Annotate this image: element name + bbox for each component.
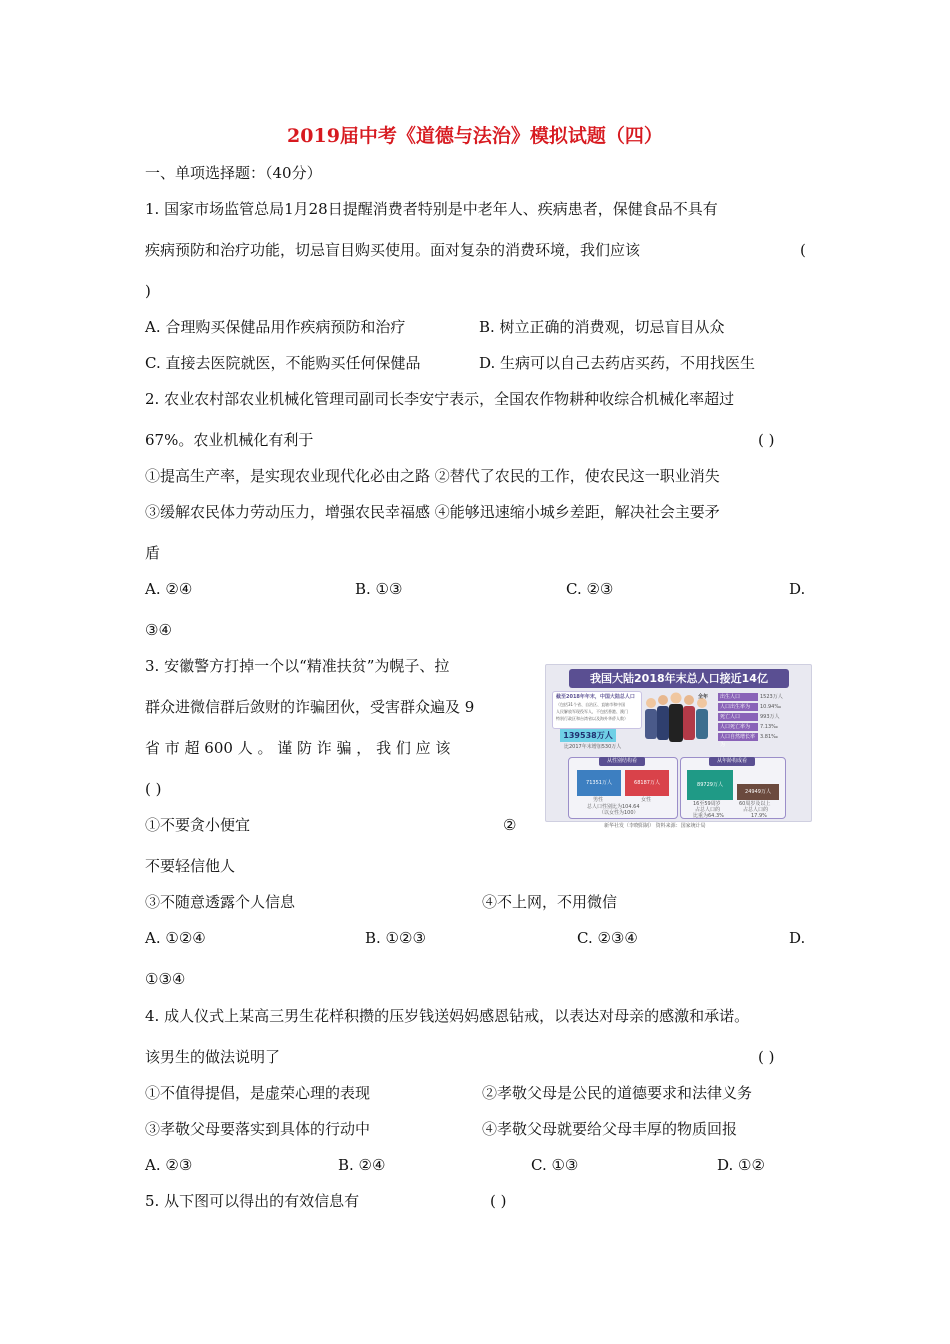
q1-answer-paren-close: ) <box>145 282 151 300</box>
q4-statement-1: ①不值得提倡，是虚荣心理的表现 <box>145 1084 371 1102</box>
row-val-growth-rate: 3.81‰ <box>760 734 778 740</box>
sex-ratio-note: （以女性为100） <box>599 810 639 816</box>
gender-structure-box <box>568 757 678 819</box>
row-tag-growth-rate: 人口自然增长率为 <box>718 733 758 741</box>
female-bar: 68187万人 <box>625 770 669 796</box>
q3-statement-4: ④不上网，不用微信 <box>482 893 618 911</box>
q3-option-b: B. ①②③ <box>365 929 426 947</box>
male-bar: 71351万人 <box>577 770 621 796</box>
age-60-plus-pct-1: 占总人口的 <box>743 807 769 813</box>
page-title: 2019届中考《道德与法治》模拟试题（四） <box>287 125 663 147</box>
q2-option-c: C. ②③ <box>566 580 614 598</box>
q2-stem-line1: 2. 农业农村部农业机械化管理司副司长李安宁表示，全国农作物耕种收综合机械化率超过 <box>145 390 735 408</box>
q2-answer-paren: ( ) <box>758 431 775 449</box>
row-val-deaths: 993万人 <box>760 714 780 720</box>
q4-stem-line1: 4. 成人仪式上某高三男生花样积攒的压岁钱送妈妈感恩钻戒，以表达对母亲的感激和承诺。 <box>145 1007 750 1025</box>
male-label: 男性 <box>593 797 604 803</box>
q2-stem-line2: 67%。农业机械化有利于 <box>145 431 314 449</box>
q2-statement-3-4: ③缓解农民体力劳动压力，增强农民幸福感 ④能够迅速缩小城乡差距，解决社会主要矛 <box>145 503 720 521</box>
q2-option-a: A. ②④ <box>145 580 193 598</box>
q2-statement-4-cont: 盾 <box>145 544 161 562</box>
intro-line-4: 特别行政区和台湾省以及海外华侨人数） <box>556 716 629 722</box>
age-60-plus-bar: 24949万人 <box>737 784 779 800</box>
gender-head: 从性别结构看 <box>599 757 645 766</box>
population-infographic <box>545 664 812 829</box>
q3-statement-2: 不要轻信他人 <box>145 857 236 875</box>
q3-option-d: D. <box>789 929 806 947</box>
q3-statement-3: ③不随意透露个人信息 <box>145 893 296 911</box>
q3-stem-line2: 群众进微信群后敛财的诈骗团伙，受害群众遍及 9 <box>145 698 475 716</box>
q3-option-c: C. ②③④ <box>577 929 638 947</box>
q3-statement-1: ①不要贪小便宜 <box>145 816 251 834</box>
sex-ratio: 总人口性别比为104.64 <box>587 804 640 810</box>
q5-answer-paren: ( ) <box>490 1192 507 1210</box>
q3-stem-line1: 3. 安徽警方打掉一个以“精准扶贫”为幌子、拉 <box>145 657 450 675</box>
section-heading: 一、单项选择题：（40分） <box>145 164 322 182</box>
q1-stem-line2: 疾病预防和治疗功能，切忌盲目购买使用。面对复杂的消费环境，我们应该 <box>145 241 641 259</box>
age-60-plus-label: 60周岁及以上 <box>739 801 771 807</box>
q4-statement-4: ④孝敬父母就要给父母丰厚的物质回报 <box>482 1120 738 1138</box>
q1-stem-line1: 1. 国家市场监管总局1月28日提醒消费者特别是中老年人、疾病患者，保健食品不具有 <box>145 200 718 218</box>
intro-line-1: 截至2018年年末，中国大陆总人口 <box>556 694 635 700</box>
q3-option-d-value: ①③④ <box>145 970 186 988</box>
age-16-59-pct-1: 占总人口的 <box>695 807 721 813</box>
q4-statement-2: ②孝敬父母是公民的道德要求和法律义务 <box>482 1084 753 1102</box>
total-population: 139538万人 <box>560 729 616 742</box>
row-tag-birth-rate: 人口出生率为 <box>718 703 758 711</box>
q2-option-d: D. <box>789 580 806 598</box>
q4-answer-paren: ( ) <box>758 1048 775 1066</box>
row-val-death-rate: 7.13‰ <box>760 724 778 730</box>
q1-option-c: C. 直接去医院就医，不能购买任何保健品 <box>145 354 421 372</box>
q1-answer-paren-open: ( <box>800 241 806 259</box>
q2-statement-1-2: ①提高生产率，是实现农业现代化必由之路 ②替代了农民的工作，使农民这一职业消失 <box>145 467 720 485</box>
female-label: 女性 <box>641 797 652 803</box>
infographic-banner: 我国大陆2018年末总人口接近14亿 <box>569 669 789 688</box>
q3-stem-line3: 省 市 超 600 人 。 谨 防 诈 骗 ， 我 们 应 该 <box>145 739 451 757</box>
row-val-birth-rate: 10.94‰ <box>760 704 782 710</box>
q4-stem-line2: 该男生的做法说明了 <box>145 1048 281 1066</box>
q1-option-a: A. 合理购买保健品用作疾病预防和治疗 <box>145 318 406 336</box>
source-note: 新华社发（李晓阳制） 资料来源：国家统计局 <box>604 823 706 829</box>
intro-line-3: 人民解放军现役军人，不包括香港、澳门 <box>556 709 629 715</box>
q3-answer-paren: ( ) <box>145 780 162 798</box>
q2-option-d-value: ③④ <box>145 621 172 639</box>
q4-option-c: C. ①③ <box>531 1156 579 1174</box>
year-label: 全年 <box>698 694 709 700</box>
age-16-59-label: 16至59周岁 <box>693 801 721 807</box>
q1-option-b: B. 树立正确的消费观，切忌盲目从众 <box>479 318 725 336</box>
row-tag-deaths: 死亡人口 <box>718 713 758 721</box>
age-16-59-bar: 89729万人 <box>687 770 733 800</box>
q2-option-b: B. ①③ <box>355 580 403 598</box>
q4-option-d: D. ①② <box>717 1156 765 1174</box>
q3-option-a: A. ①②④ <box>145 929 206 947</box>
row-val-births: 1523万人 <box>760 694 783 700</box>
intro-box <box>552 691 642 729</box>
q5-stem: 5. 从下图可以得出的有效信息有 <box>145 1192 360 1210</box>
q4-statement-3: ③孝敬父母要落实到具体的行动中 <box>145 1120 371 1138</box>
q3-statement-2-marker: ② <box>503 816 517 834</box>
q1-option-d: D. 生病可以自己去药店买药，不用找医生 <box>479 354 756 372</box>
q4-option-b: B. ②④ <box>338 1156 386 1174</box>
population-increase: 比2017年末增加530万人 <box>564 744 622 750</box>
age-head: 从年龄构成看 <box>709 757 755 766</box>
age-structure-box <box>680 757 786 819</box>
age-16-59-pct-2: 比重为64.3% <box>693 813 724 819</box>
row-tag-births: 出生人口 <box>718 693 758 701</box>
age-60-plus-pct-2: 17.9% <box>751 813 767 819</box>
intro-line-2: （包括31个省、自治区、直辖市和中国 <box>556 702 626 708</box>
row-tag-death-rate: 人口死亡率为 <box>718 723 758 731</box>
q4-option-a: A. ②③ <box>145 1156 193 1174</box>
